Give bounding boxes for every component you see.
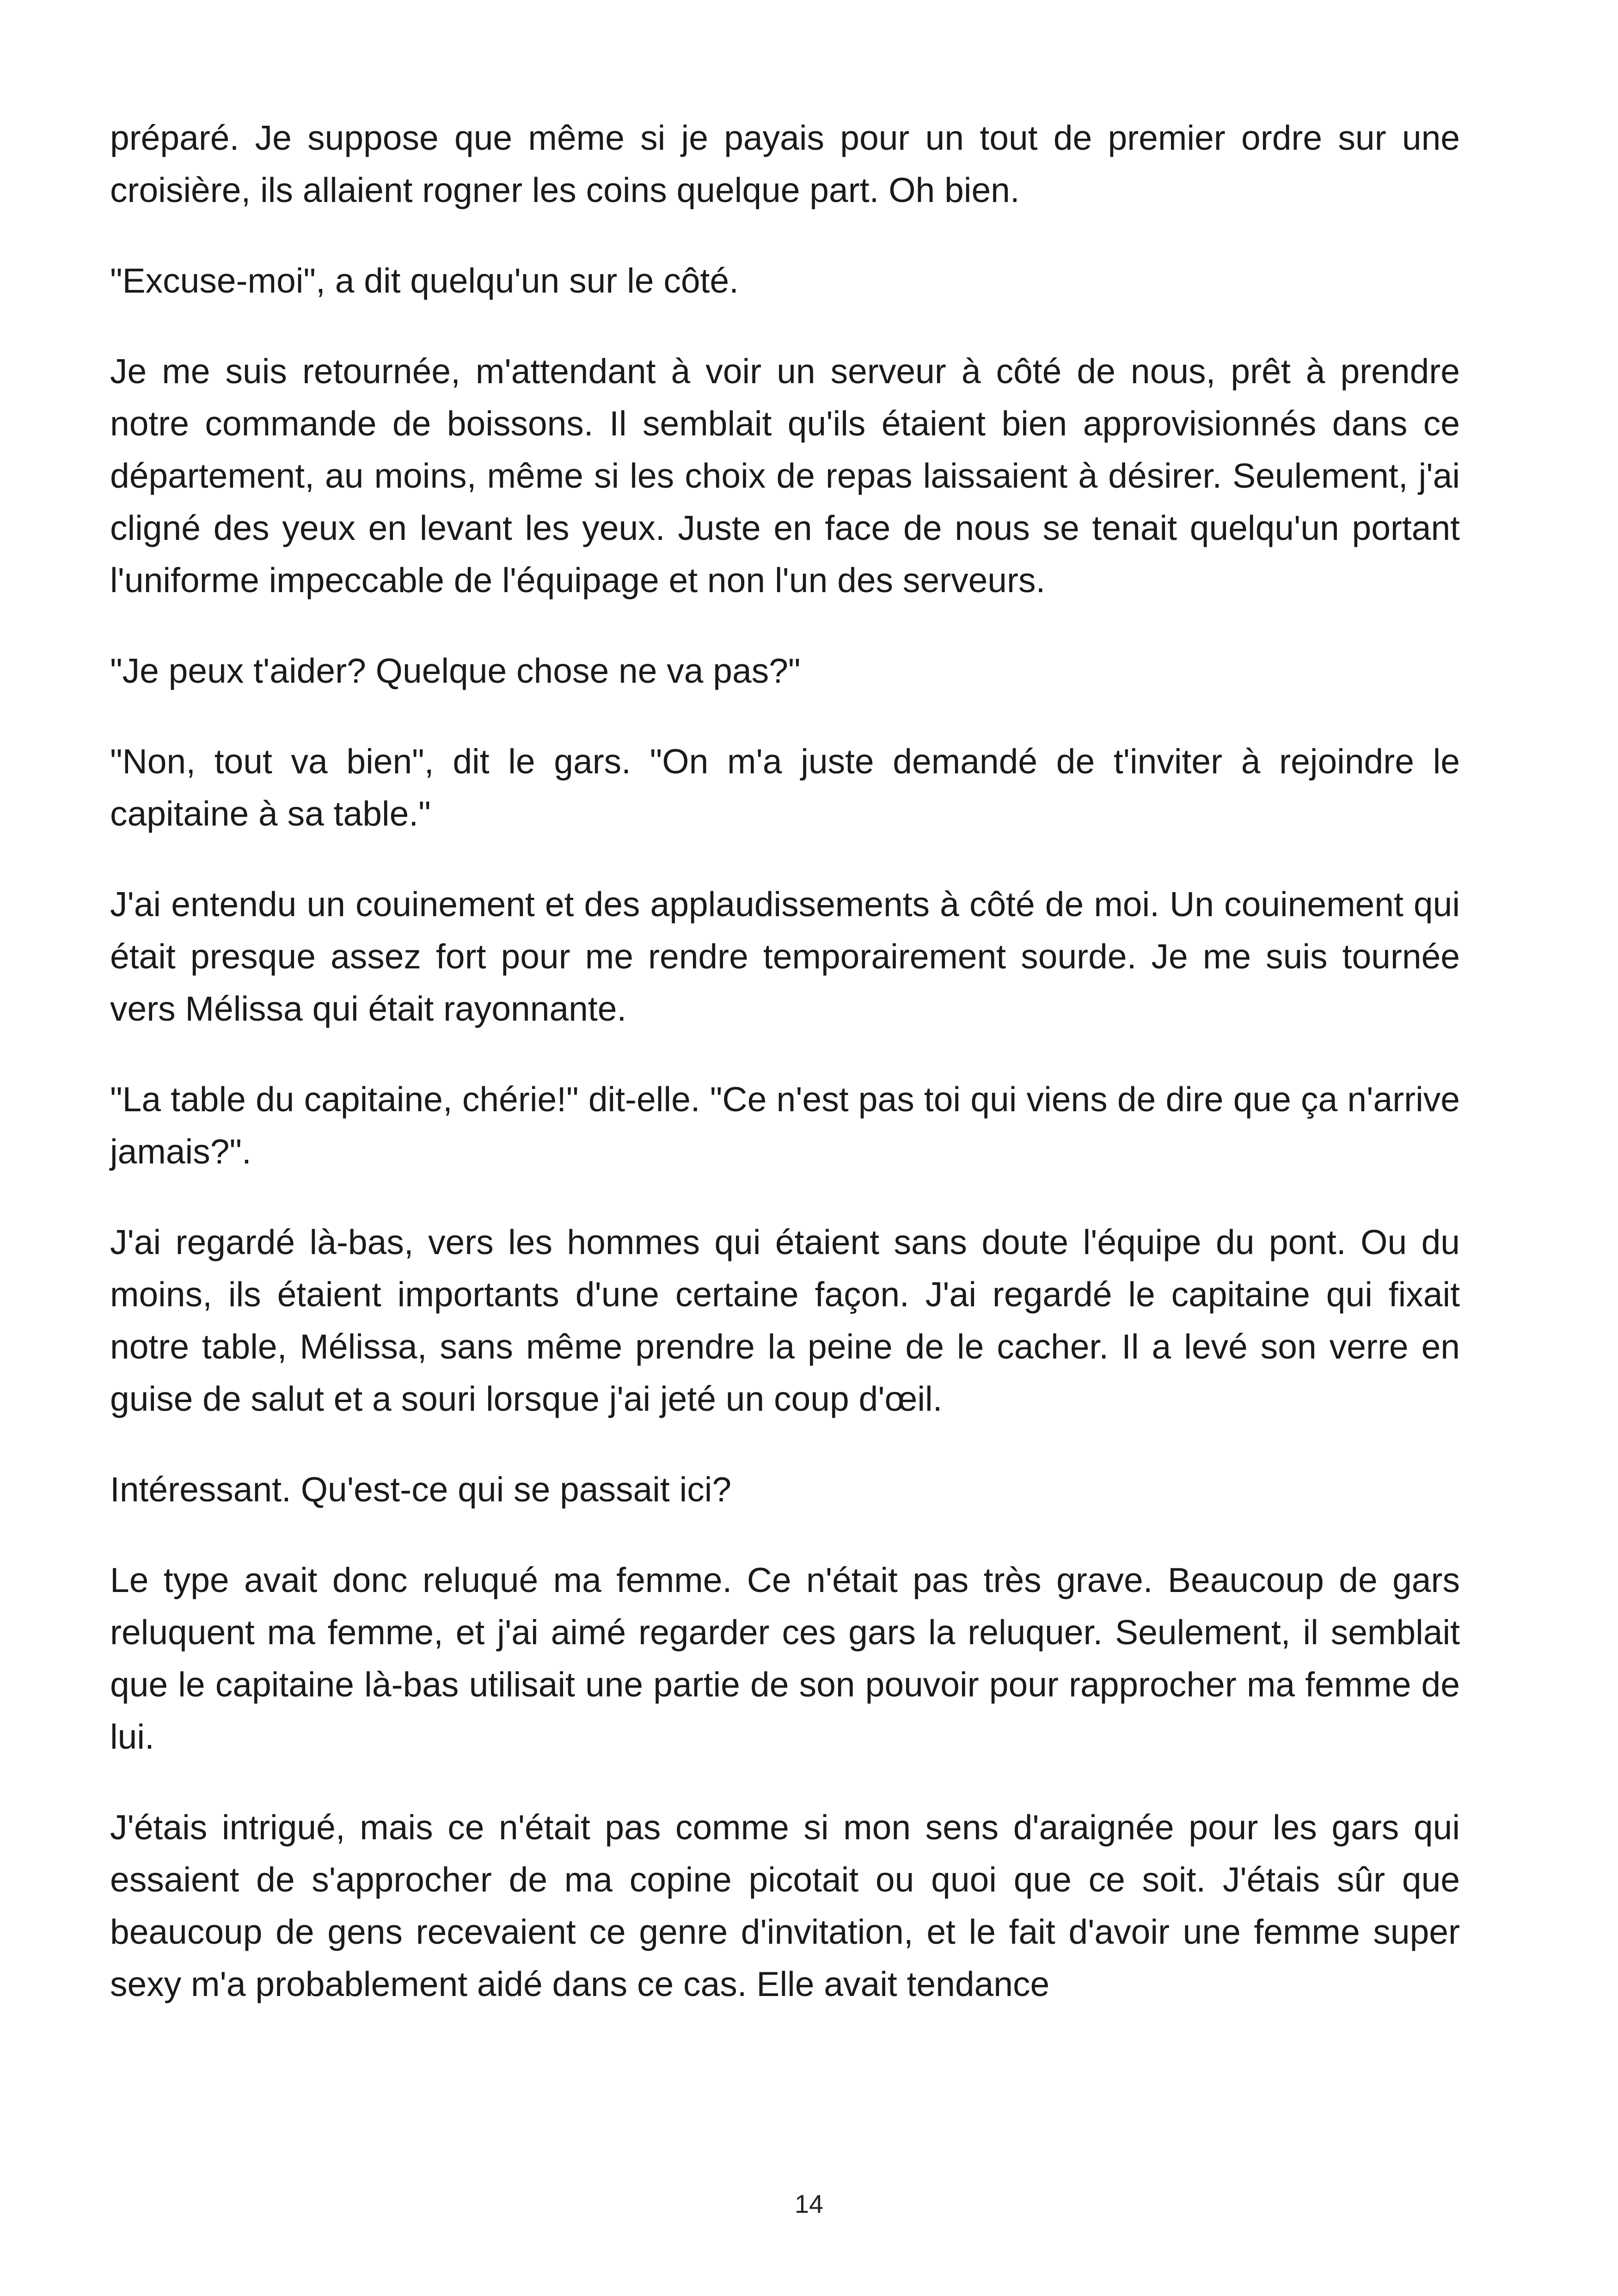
paragraph-3: Je me suis retournée, m'attendant à voir un serveur à côté de nous, prêt à prendre notre commande de boissons. Il semblait qu'ils étaient bien approvisionnés dans ce département, au moins, même si les choix de repas laissaient à désirer. Seulement, j'ai cligné des yeux en levant les yeux. Juste en face de nous se tenait quelqu'un portant l'uniforme impeccable de l'équipage et non l'un des serveurs.: [110, 352, 1460, 600]
paragraph-9: Intéressant. Qu'est-ce qui se passait ici?: [110, 1470, 732, 1509]
paragraph-4: "Je peux t'aider? Quelque chose ne va pas?": [110, 651, 801, 690]
page-number: 14: [794, 2189, 824, 2218]
body-text: [110, 112, 1460, 2010]
paragraph-8: J'ai regardé là-bas, vers les hommes qui étaient sans doute l'équipe du pont. Ou du moins, ils étaient importants d'une certaine façon. J'ai regardé le capitaine qui fixait notre table, Mélissa, sans même prendre la peine de le cacher. Il a levé son verre en guise de salut et a souri lorsque j'ai jeté un coup d'œil.: [110, 1223, 1460, 1418]
paragraph-11: J'étais intrigué, mais ce n'était pas comme si mon sens d'araignée pour les gars qui essaient de s'approcher de ma copine picotait ou quoi que ce soit. J'étais sûr que beaucoup de gens recevaient ce genre d'invitation, et le fait d'avoir une femme super sexy m'a probablement aidé dans ce cas. Elle avait tendance: [110, 1808, 1460, 2003]
paragraph-5: "Non, tout va bien", dit le gars. "On m'a juste demandé de t'inviter à rejoindre le capitaine à sa table.": [110, 742, 1460, 833]
paragraph-10: Le type avait donc reluqué ma femme. Ce n'était pas très grave. Beaucoup de gars reluquent ma femme, et j'ai aimé regarder ces gars la reluquer. Seulement, il semblait que le capitaine là-bas utilisait une partie de son pouvoir pour rapprocher ma femme de lui.: [110, 1561, 1460, 1756]
paragraph-2: "Excuse-moi", a dit quelqu'un sur le côté.: [110, 261, 739, 300]
paragraph-1: préparé. Je suppose que même si je payais pour un tout de premier ordre sur une croisière, ils allaient rogner les coins quelque part. Oh bien.: [110, 118, 1460, 209]
paragraph-6: J'ai entendu un couinement et des applaudissements à côté de moi. Un couinement qui était presque assez fort pour me rendre temporairement sourde. Je me suis tournée vers Mélissa qui était rayonnante.: [110, 885, 1460, 1028]
paragraph-7: "La table du capitaine, chérie!" dit-elle. "Ce n'est pas toi qui viens de dire que ça n'arrive jamais?".: [110, 1080, 1460, 1171]
